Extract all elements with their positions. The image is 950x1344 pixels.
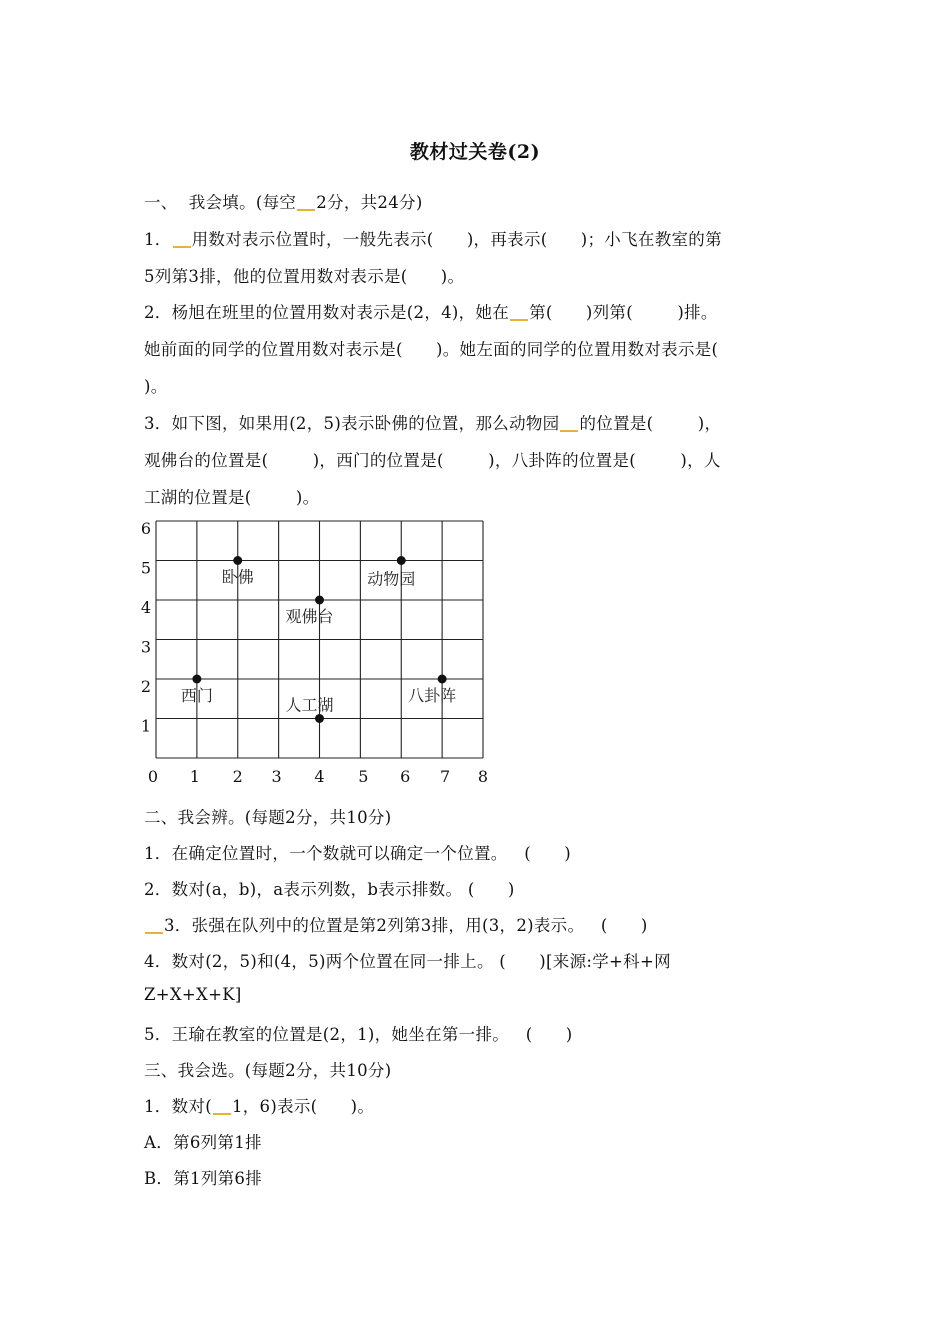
s1-question-1 bbox=[144, 226, 722, 250]
y-tick-label: 1 bbox=[140, 716, 152, 736]
section1-heading bbox=[144, 189, 423, 213]
point-label: 观佛台 bbox=[285, 607, 334, 626]
s2-q3-text: 3．张强在队列中的位置是第2列第3排，用(3，2)表示。 ( ) bbox=[164, 916, 648, 935]
s3-option-b: B．第1列第6排 bbox=[144, 1169, 263, 1188]
point-label: 人工湖 bbox=[285, 695, 334, 715]
s3-option-a: A．第6列第1排 bbox=[144, 1133, 262, 1152]
point-marker bbox=[233, 556, 242, 565]
s1-question-3 bbox=[144, 410, 721, 434]
coordinate-grid bbox=[135, 510, 495, 790]
highlight-mark bbox=[560, 430, 578, 432]
s1-q2-line2: 她前面的同学的位置用数对表示是( )。她左面的同学的位置用数对表示是( bbox=[144, 340, 719, 359]
s1-q2-text-a: 2．杨旭在班里的位置用数对表示是(2，4)，她在 bbox=[144, 303, 510, 322]
s3-q1-text-a: 1．数对( bbox=[144, 1097, 212, 1116]
point-marker bbox=[438, 675, 447, 684]
point-label: 八卦阵 bbox=[408, 686, 457, 705]
s2-question-4: 4．数对(2，5)和(4，5)两个位置在同一排上。 ( )[来源:学+科+网 bbox=[144, 952, 671, 971]
s2-question-1: 1．在确定位置时，一个数就可以确定一个位置。 ( ) bbox=[144, 844, 571, 863]
x-tick-label: 3 bbox=[271, 767, 282, 786]
point-marker bbox=[315, 714, 324, 723]
s1-q3-text-b: 的位置是( )， bbox=[579, 414, 722, 433]
s2-q4-continuation: Z+X+X+K] bbox=[144, 985, 242, 1004]
highlight-mark bbox=[173, 246, 191, 248]
point-label: 西门 bbox=[180, 686, 213, 705]
x-tick-label: 5 bbox=[358, 767, 369, 786]
y-tick-label: 2 bbox=[140, 677, 152, 696]
s3-q1-text-b: 1，6)表示( )。 bbox=[231, 1097, 375, 1116]
x-tick-label: 0 bbox=[147, 767, 159, 786]
s1-q1-text: 用数对表示位置时，一般先表示( )，再表示( )；小飞在教室的第 bbox=[191, 230, 722, 249]
s1-q1-number: 1． bbox=[144, 230, 172, 249]
section1-heading-a: 一、 我会填。(每空 bbox=[144, 193, 297, 212]
section1-heading-b: 2分，共24分) bbox=[316, 193, 423, 212]
s1-q1-continuation: 5列第3排，他的位置用数对表示是( )。 bbox=[144, 267, 465, 286]
page-title: 教材过关卷(2) bbox=[409, 141, 541, 163]
x-tick-label: 6 bbox=[400, 767, 411, 786]
point-label: 卧佛 bbox=[221, 567, 254, 587]
s2-question-5: 5．王瑜在教室的位置是(2，1)，她坐在第一排。 ( ) bbox=[144, 1025, 573, 1044]
highlight-mark bbox=[213, 1113, 231, 1115]
x-tick-label: 2 bbox=[232, 767, 243, 786]
s2-question-2: 2．数对(a，b)，a表示列数，b表示排数。 ( ) bbox=[144, 880, 515, 899]
highlight-mark bbox=[145, 932, 163, 934]
point-marker bbox=[315, 596, 324, 605]
s1-q3-line3: 工湖的位置是( )。 bbox=[144, 488, 320, 507]
s1-q2-text-b: 第( )列第( )排。 bbox=[529, 303, 718, 322]
section3-heading: 三、我会选。(每题2分，共10分) bbox=[144, 1061, 392, 1080]
highlight-mark bbox=[297, 209, 315, 211]
s1-q2-line3: )。 bbox=[144, 377, 168, 396]
s1-question-2 bbox=[144, 299, 718, 323]
x-tick-label: 8 bbox=[477, 767, 489, 786]
highlight-mark bbox=[510, 319, 528, 321]
grid-svg bbox=[135, 510, 495, 790]
x-tick-label: 7 bbox=[440, 767, 451, 786]
s3-question-1 bbox=[144, 1093, 374, 1117]
x-tick-label: 4 bbox=[314, 767, 325, 786]
x-tick-label: 1 bbox=[189, 767, 200, 786]
s1-q3-text-a: 3．如下图，如果用(2，5)表示卧佛的位置，那么动物园 bbox=[144, 414, 560, 433]
s2-question-3 bbox=[144, 912, 648, 936]
y-tick-label: 3 bbox=[140, 637, 152, 657]
y-tick-label: 4 bbox=[140, 598, 152, 617]
point-marker bbox=[397, 556, 406, 565]
y-tick-label: 5 bbox=[140, 558, 152, 578]
section2-heading: 二、我会辨。(每题2分，共10分) bbox=[144, 808, 392, 827]
point-marker bbox=[192, 675, 201, 684]
y-tick-label: 6 bbox=[140, 519, 152, 538]
s1-q3-line2: 观佛台的位置是( )，西门的位置是( )，八卦阵的位置是( )，人 bbox=[144, 451, 721, 470]
point-label: 动物园 bbox=[367, 569, 416, 589]
